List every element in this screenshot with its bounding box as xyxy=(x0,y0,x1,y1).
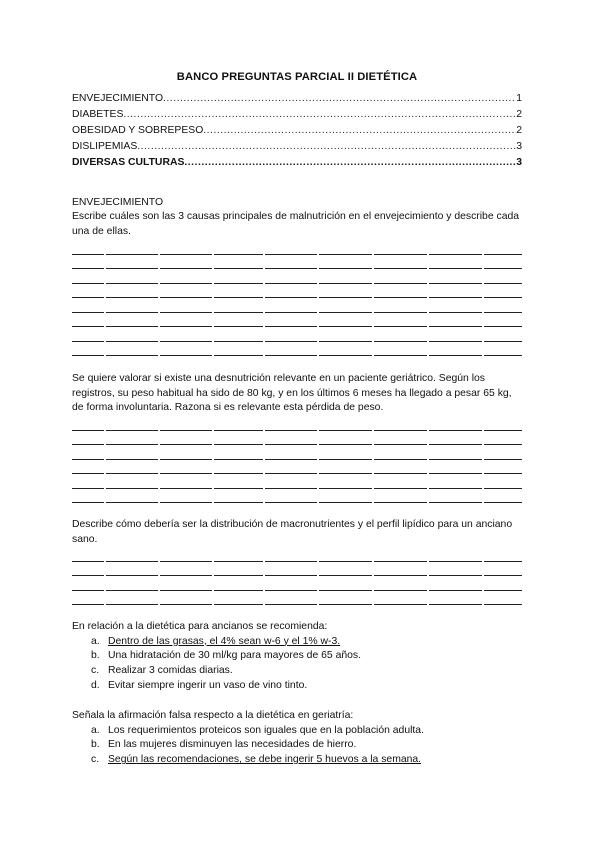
option-c[interactable] xyxy=(91,753,522,768)
question-5 xyxy=(72,709,522,768)
option-letter: a. xyxy=(91,635,100,647)
toc-entry[interactable] xyxy=(72,91,522,107)
toc-entry[interactable] xyxy=(72,139,522,155)
toc-entry-page: 1 xyxy=(516,93,522,104)
toc-entry[interactable] xyxy=(72,123,522,139)
line-gap xyxy=(104,604,106,605)
line-gap xyxy=(263,604,265,605)
option-a[interactable] xyxy=(91,635,522,650)
line-gap xyxy=(482,604,484,605)
option-text: Una hidratación de 30 ml/kg para mayores de 65 años. xyxy=(108,650,361,662)
toc-entry[interactable] xyxy=(72,155,522,171)
line-gap xyxy=(317,604,319,605)
line-gap xyxy=(212,604,214,605)
answer-line[interactable] xyxy=(72,284,522,299)
question-4 xyxy=(72,620,522,694)
line-gap xyxy=(372,355,374,356)
line-gap xyxy=(263,502,265,503)
line-gap xyxy=(104,502,106,503)
answer-line[interactable] xyxy=(72,313,522,328)
toc-entry-label: OBESIDAD Y SOBREPESO xyxy=(72,125,204,136)
document-title: BANCO PREGUNTAS PARCIAL II DIETÉTICA xyxy=(176,71,418,83)
option-text: Los requerimientos proteicos son iguales que en la población adulta. xyxy=(108,724,424,736)
line-gap xyxy=(372,502,374,503)
toc-entry-label: DIABETES xyxy=(72,109,124,120)
answer-line[interactable] xyxy=(72,445,522,460)
answer-line[interactable] xyxy=(72,431,522,446)
line-gap xyxy=(427,355,429,356)
toc-leader xyxy=(184,155,516,171)
option-letter: d. xyxy=(91,679,100,691)
answer-line[interactable] xyxy=(72,489,522,504)
answer-lines-2 xyxy=(72,416,522,503)
question-5-options xyxy=(72,724,522,768)
line-gap xyxy=(158,502,160,503)
answer-line[interactable] xyxy=(72,416,522,431)
answer-line[interactable] xyxy=(72,240,522,255)
toc-leader xyxy=(163,91,516,107)
toc-entry-label: DISLIPEMIAS xyxy=(72,141,138,152)
toc-entry[interactable] xyxy=(72,107,522,123)
option-letter: a. xyxy=(91,724,100,736)
question-1: Escribe cuáles son las 3 causas principales de malnutrición en el envejecimiento y describe cada una de ellas. xyxy=(72,211,520,237)
question-3: Describe cómo debería ser la distribución de macronutrientes y el perfil lipídico para un anciano sano. xyxy=(72,519,513,545)
line-gap xyxy=(482,502,484,503)
toc-entry-page: 3 xyxy=(516,141,522,152)
answer-lines-1 xyxy=(72,240,522,356)
question-4-stem: En relación a la dietética para ancianos se recomienda: xyxy=(72,621,328,632)
answer-line[interactable] xyxy=(72,474,522,489)
option-c[interactable] xyxy=(91,664,522,679)
table-of-contents xyxy=(72,91,522,171)
option-text: En las mujeres disminuyen las necesidades de hierro. xyxy=(108,739,357,751)
toc-entry-page: 2 xyxy=(516,109,522,120)
option-b[interactable] xyxy=(91,738,522,753)
answer-line[interactable] xyxy=(72,562,522,577)
answer-line[interactable] xyxy=(72,342,522,357)
line-gap xyxy=(317,355,319,356)
question-2: Se quiere valorar si existe una desnutrición relevante en un paciente geriátrico. Según los registros, su peso habitual ha sido de 80 kg, y en los últimos 6 meses ha llegado a pesar 65 kg, de forma involuntaria. Razona si es relevante esta pérdida de peso. xyxy=(72,373,512,413)
answer-line[interactable] xyxy=(72,255,522,270)
option-letter: c. xyxy=(91,754,100,766)
option-text-correct: Dentro de las grasas, el 4% sean w-6 y el 1% w-3. xyxy=(108,635,341,647)
toc-entry-label: DIVERSAS CULTURAS xyxy=(72,157,185,168)
answer-line[interactable] xyxy=(72,547,522,562)
line-gap xyxy=(158,355,160,356)
line-gap xyxy=(158,604,160,605)
option-a[interactable] xyxy=(91,724,522,739)
answer-line[interactable] xyxy=(72,460,522,475)
line-gap xyxy=(263,355,265,356)
answer-lines-3 xyxy=(72,547,522,605)
line-gap xyxy=(317,502,319,503)
toc-leader xyxy=(203,123,516,139)
line-gap xyxy=(427,502,429,503)
question-4-options xyxy=(72,635,522,694)
option-text-correct: Según las recomendaciones, se debe ingerir 5 huevos a la semana. xyxy=(108,754,422,766)
option-letter: b. xyxy=(91,739,100,751)
answer-line[interactable] xyxy=(72,591,522,606)
answer-line[interactable] xyxy=(72,327,522,342)
line-gap xyxy=(212,502,214,503)
option-text: Evitar siempre ingerir un vaso de vino tinto. xyxy=(108,679,308,691)
question-5-stem: Señala la afirmación falsa respecto a la dietética en geriatría: xyxy=(72,710,354,721)
answer-line[interactable] xyxy=(72,576,522,591)
line-gap xyxy=(104,355,106,356)
answer-line[interactable] xyxy=(72,269,522,284)
toc-entry-page: 3 xyxy=(516,157,522,168)
toc-entry-page: 2 xyxy=(516,125,522,136)
answer-line[interactable] xyxy=(72,298,522,313)
option-b[interactable] xyxy=(91,649,522,664)
toc-entry-label: ENVEJECIMIENTO xyxy=(72,93,164,104)
option-letter: c. xyxy=(91,665,100,677)
toc-leader xyxy=(123,107,516,123)
option-letter: b. xyxy=(91,650,100,662)
line-gap xyxy=(372,604,374,605)
line-gap xyxy=(482,355,484,356)
toc-leader xyxy=(137,139,516,155)
section-heading: ENVEJECIMIENTO xyxy=(72,197,164,208)
option-text: Realizar 3 comidas diarias. xyxy=(108,665,233,677)
line-gap xyxy=(427,604,429,605)
option-d[interactable] xyxy=(91,679,522,694)
line-gap xyxy=(212,355,214,356)
